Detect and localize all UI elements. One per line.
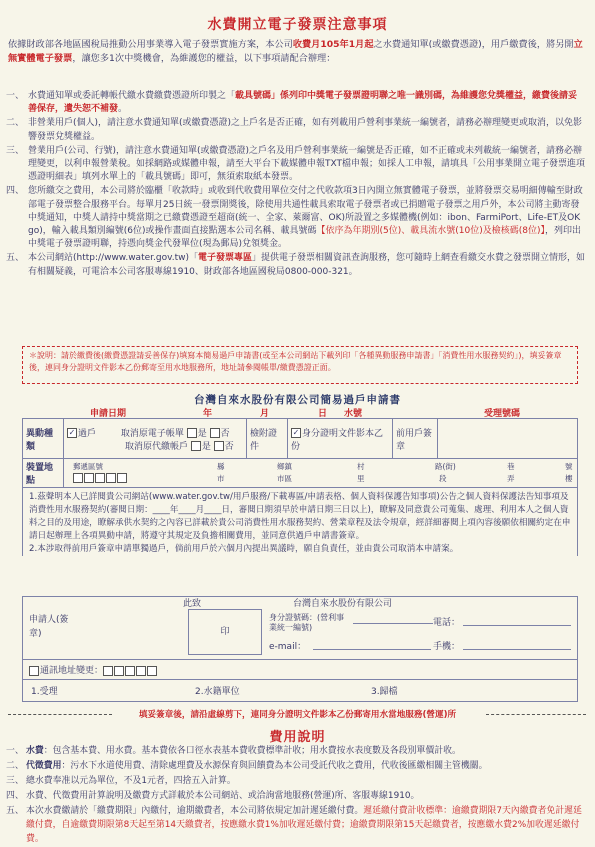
mail-change-label: 通訊地址變更：: [40, 666, 104, 676]
list-item: [6, 804, 589, 846]
email-field[interactable]: [313, 649, 431, 650]
id-copy-label: 身分證明文件影本乙份: [291, 428, 384, 452]
fee-highlight: 遲延繳付費計收標準：逾繳費期限7天內繳費者免計遲延繳付費，自逾繳費期限第8天起至第14天繳費者，按應繳水費1%加收遲延繳付費；逾繳費期限第15天起繳費者，按應繳水費2%加收遲延繳付費。: [26, 806, 582, 844]
previous-user-signature-field[interactable]: [438, 419, 578, 459]
cancel-einvoice-yes-checkbox[interactable]: [187, 428, 197, 438]
id-number-label: 身分證號碼：(營利事業統一編號): [269, 613, 345, 632]
mobile-label: 手機：: [433, 642, 461, 652]
intro-text-b: 之水費通知單(或繳費憑證)，用戶繳費後，將另開: [373, 39, 574, 50]
lane-label: 巷: [507, 462, 515, 471]
applicant-label: 申請人(簽章): [29, 615, 69, 639]
change-type-options: [64, 419, 247, 459]
copy-2-label: 2.水籍單位: [195, 687, 240, 697]
section-label: 段: [439, 474, 447, 483]
cancel-einvoice-no-checkbox[interactable]: [210, 428, 220, 438]
li-label: 里: [357, 474, 365, 483]
item-highlight: 電子發票專區: [198, 253, 253, 264]
day-label: 日: [318, 409, 328, 419]
id-number-field[interactable]: [353, 623, 433, 624]
copy-1-label: 1.受理: [31, 687, 58, 697]
page-title: 水費開立電子發票注意事項: [207, 17, 388, 33]
city-label: 市: [217, 474, 225, 483]
item-text: 您所繳交之費用，本公司將於臨櫃「收款時」或收到代收費用單位交付之代收款項3日內開立無實體電子發票，並將發票交易明細傳輸至財政部電子發票整合服務平台。每單月25日統一發票開獎後，除使用共通性載具索取電子發票者或已捐贈電子發票之用戶外，本公司將主動寄發中獎通知，中獎人請持中獎當期之已繳費憑證至超商(統一、全家、萊爾富、OK)所設置之多媒體機(例如：ibon、FarmiPort、Life-ET及OK go)，輸入載具類別編號(6位)或操作畫面直接點選本公司名稱、載具號碼: [28, 186, 583, 237]
fee-text: 總水費奉准以元為單位，不及1元者，四捨五入計算。: [26, 776, 236, 786]
cancel-einvoice-label: 取消原電子帳單: [120, 428, 184, 439]
application-form-table: [22, 418, 578, 488]
check-id-label: 檢附證件: [247, 419, 288, 459]
id-doc-option: [288, 419, 393, 459]
id-copy-checkbox[interactable]: ✓: [292, 428, 300, 437]
month-label: 月: [260, 409, 270, 419]
item-number: 五、: [6, 253, 25, 264]
fees-title: 費用說明: [269, 730, 326, 745]
district-label: 市區: [277, 474, 292, 483]
list-item: [6, 789, 589, 803]
fees-list: [6, 744, 589, 847]
yes-label: 是: [201, 441, 211, 452]
list-item: [6, 90, 586, 116]
no-label: 否: [220, 428, 230, 439]
notice-items: [6, 90, 586, 280]
list-item: [6, 117, 586, 143]
item-text: 非營業用戶(個人)，請注意水費通知單(或繳費憑證)之上戶名是否正確，如有列載用戶營利事業統一編號者，請務必辦理變更或取消，以免影響發票兌獎權益。: [28, 118, 583, 142]
postal-boxes[interactable]: [73, 473, 128, 483]
postal-code-label: 郵遞區號: [73, 462, 103, 471]
intro-text-a: 依據財政部各地區國稅局推動公用事業導入電子發票實施方案，本公司: [8, 39, 293, 50]
seal-field[interactable]: [188, 609, 262, 655]
fee-number: 三、: [6, 776, 24, 786]
road-label: 路(街): [435, 462, 456, 471]
fee-number: 二、: [6, 761, 24, 771]
fee-text: 水費、代徵費用計算說明及繳費方式詳載於本公司網站、或洽詢當地服務(營運)所、客服專線1910。: [26, 791, 420, 801]
form-title: 台灣自來水股份有限公司簡易過戶申請書: [194, 394, 401, 406]
fee-heading: 水費: [26, 746, 44, 756]
item-highlight: 【依序為年期別(5位)、載具流水號(10位)及檢核碼(8位)】: [316, 226, 545, 237]
fee-number: 五、: [6, 806, 24, 816]
mobile-field[interactable]: [463, 649, 571, 650]
fee-text: ：污水下水道使用費、清除處理費及水源保育與回饋費為本公司受託代收之費用，代收後匯繳相關主管機關。: [61, 761, 488, 771]
applicant-section: [22, 596, 578, 680]
form-header-row: [28, 406, 578, 418]
seal-label: 印: [220, 627, 230, 637]
yes-label: 是: [197, 428, 207, 439]
mail-change-checkbox[interactable]: [29, 666, 39, 676]
item-text: 營業用戶(公司、行號)，請注意水費通知單(或繳費憑證)之戶名及用戶營利事業統一編號是否正確，如不正確或未列載統一編號者，請務必辦理變更，以利申報營業稅。如採網路或媒體申報，請至大平台下載媒體申報TXT檔申報；如採人工申報，請填具「公用事業開立電子發票進項憑證明細表」填列水單上的「載具號碼」即可，無須索取紙本發票。: [28, 145, 586, 183]
fee-text: 本次水費繳請於「繳費期限」內繳付，逾期繳費者，本公司將依規定加計遲延繳付費。: [26, 806, 364, 816]
intro-highlight: 收費月105年1月起: [292, 39, 374, 50]
year-label: 年: [203, 409, 213, 419]
list-item: [6, 774, 589, 788]
item-number: 一、: [6, 91, 25, 101]
floor-label: 樓: [565, 474, 573, 483]
cancel-auto-label: 取消原代繳帳戶: [125, 441, 189, 452]
intro-paragraph: [8, 38, 586, 65]
install-address-label: 裝置地點: [23, 459, 64, 488]
transfer-option-label: 過戶: [78, 428, 97, 439]
no-label: 否: [224, 441, 234, 452]
water-no-label: 水號: [344, 409, 363, 419]
item-number: 二、: [6, 118, 25, 129]
transfer-checkbox[interactable]: ✓: [68, 428, 76, 437]
accept-no-label: 受理號碼: [484, 409, 521, 419]
fee-text: ：包含基本費、用水費。基本費依各口徑水表基本費收費標準計收；用水費按水表度數及各段別單價計收。: [43, 746, 461, 756]
instruction-note: ＊說明：請於繳費後(繳費憑證請妥善保存)填寫本簡易過戶申請書(或至本公司網站下載列印「各種異動服務申請書」「消費性用水服務契約」)，填妥簽章後，連同身分證明文件影本乙份郵寄至用水地服務所，地址請參閱帳單/繳費憑證正面。: [22, 346, 578, 384]
item-number: 三、: [6, 145, 25, 156]
list-item: [6, 185, 586, 251]
phone-field[interactable]: [463, 625, 571, 626]
copies-row: [22, 680, 578, 702]
alley-label: 弄: [507, 474, 515, 483]
intro-text-c: ，讓您多1次中獎機會，為維護您的權益，以下事項請配合辦理：: [72, 52, 336, 64]
apply-date-label: 申請日期: [90, 409, 127, 419]
item-highlight: 載具號碼」係列印中獎電子發票證明聯之唯一識別碼，為維護您兌獎權益，繳費後請妥善保存，遺失恕不補發: [28, 91, 578, 115]
list-item: [6, 744, 589, 758]
declaration-text: [22, 488, 578, 556]
company-name: 台灣自來水股份有限公司: [293, 599, 393, 609]
list-item: [6, 759, 589, 773]
item-text-end: 」提供電子發票相關資訊查詢服務，您可隨時上網查看繳交水費之發票開立情形，如有相關疑義，可電洽本公司客服專線1910、財政部各地區國稅局0800-000-321。: [28, 253, 586, 277]
item-text: 本公司網站(http://www.water.gov.tw)「: [28, 253, 198, 264]
copy-3-label: 3.歸檔: [371, 687, 398, 697]
phone-label: 電話：: [433, 618, 461, 628]
declaration-item-2: 2.本涉取得前用戶簽章申請單獨過戶，倘前用戶於六個月內提出異議時，願自負責任，並由貴公司取消本申請案。: [29, 544, 459, 554]
install-address-field[interactable]: [64, 459, 578, 488]
list-item: [6, 145, 586, 185]
list-item: [6, 252, 586, 278]
fee-number: 四、: [6, 791, 24, 801]
county-label: 縣: [217, 462, 225, 471]
intro-highlight-2: 立無實體電子發票: [8, 39, 583, 64]
cancel-auto-yes-checkbox[interactable]: [191, 441, 201, 451]
change-type-label: 異動種類: [23, 419, 64, 459]
cancel-auto-no-checkbox[interactable]: [214, 441, 224, 451]
declaration-item-1: 1.茲聲明本人已詳閱貴公司網站(www.water.gov.tw/用戶服務/下載專區/申請表格、個人資料保護告知事項)公告之個人資料保護法告知事項及消費性用水服務契約(審閱日期：____年____月____日，審閱日期須早於申請日期三日以上)，瞭解及同意貴公司蒐集、處理、利用本人之個人資料之目的及用途，瞭解承供水契約之內容已詳載於貴公司消費性用水服務契約、營業章程及法令規章，經詳細審閱上項內容後願依相關約定在申請日起辦理上各項異動申請，將遵守其規定及負擔相關費用，並同意供過戶申請書簽章。: [29, 492, 571, 541]
number-label: 號: [565, 462, 573, 471]
to-label: 此致: [183, 599, 202, 609]
township-label: 鄉鎮: [277, 462, 292, 471]
mail-change-field[interactable]: [29, 663, 158, 676]
fee-number: 一、: [6, 746, 24, 756]
item-number: 四、: [6, 186, 25, 197]
item-text-end: ，列印出中獎電子發票證明聯，持憑向獎金代發單位(現為郵局)兌領獎金。: [28, 226, 581, 250]
cut-instruction: 填妥簽章後，請沿虛線剪下，連同身分證明文件影本乙份郵寄用水當地服務(營運)所: [138, 710, 457, 720]
previous-user-label: 前用戶簽章: [393, 419, 438, 459]
item-text-end: 。: [118, 104, 128, 115]
village-label: 村: [357, 462, 365, 471]
fee-heading: 代徵費用: [26, 761, 62, 771]
item-text: 水費通知單或委託轉帳代繳水費繳費憑證所印製之「: [28, 91, 236, 101]
email-label: e-mail：: [269, 642, 307, 652]
